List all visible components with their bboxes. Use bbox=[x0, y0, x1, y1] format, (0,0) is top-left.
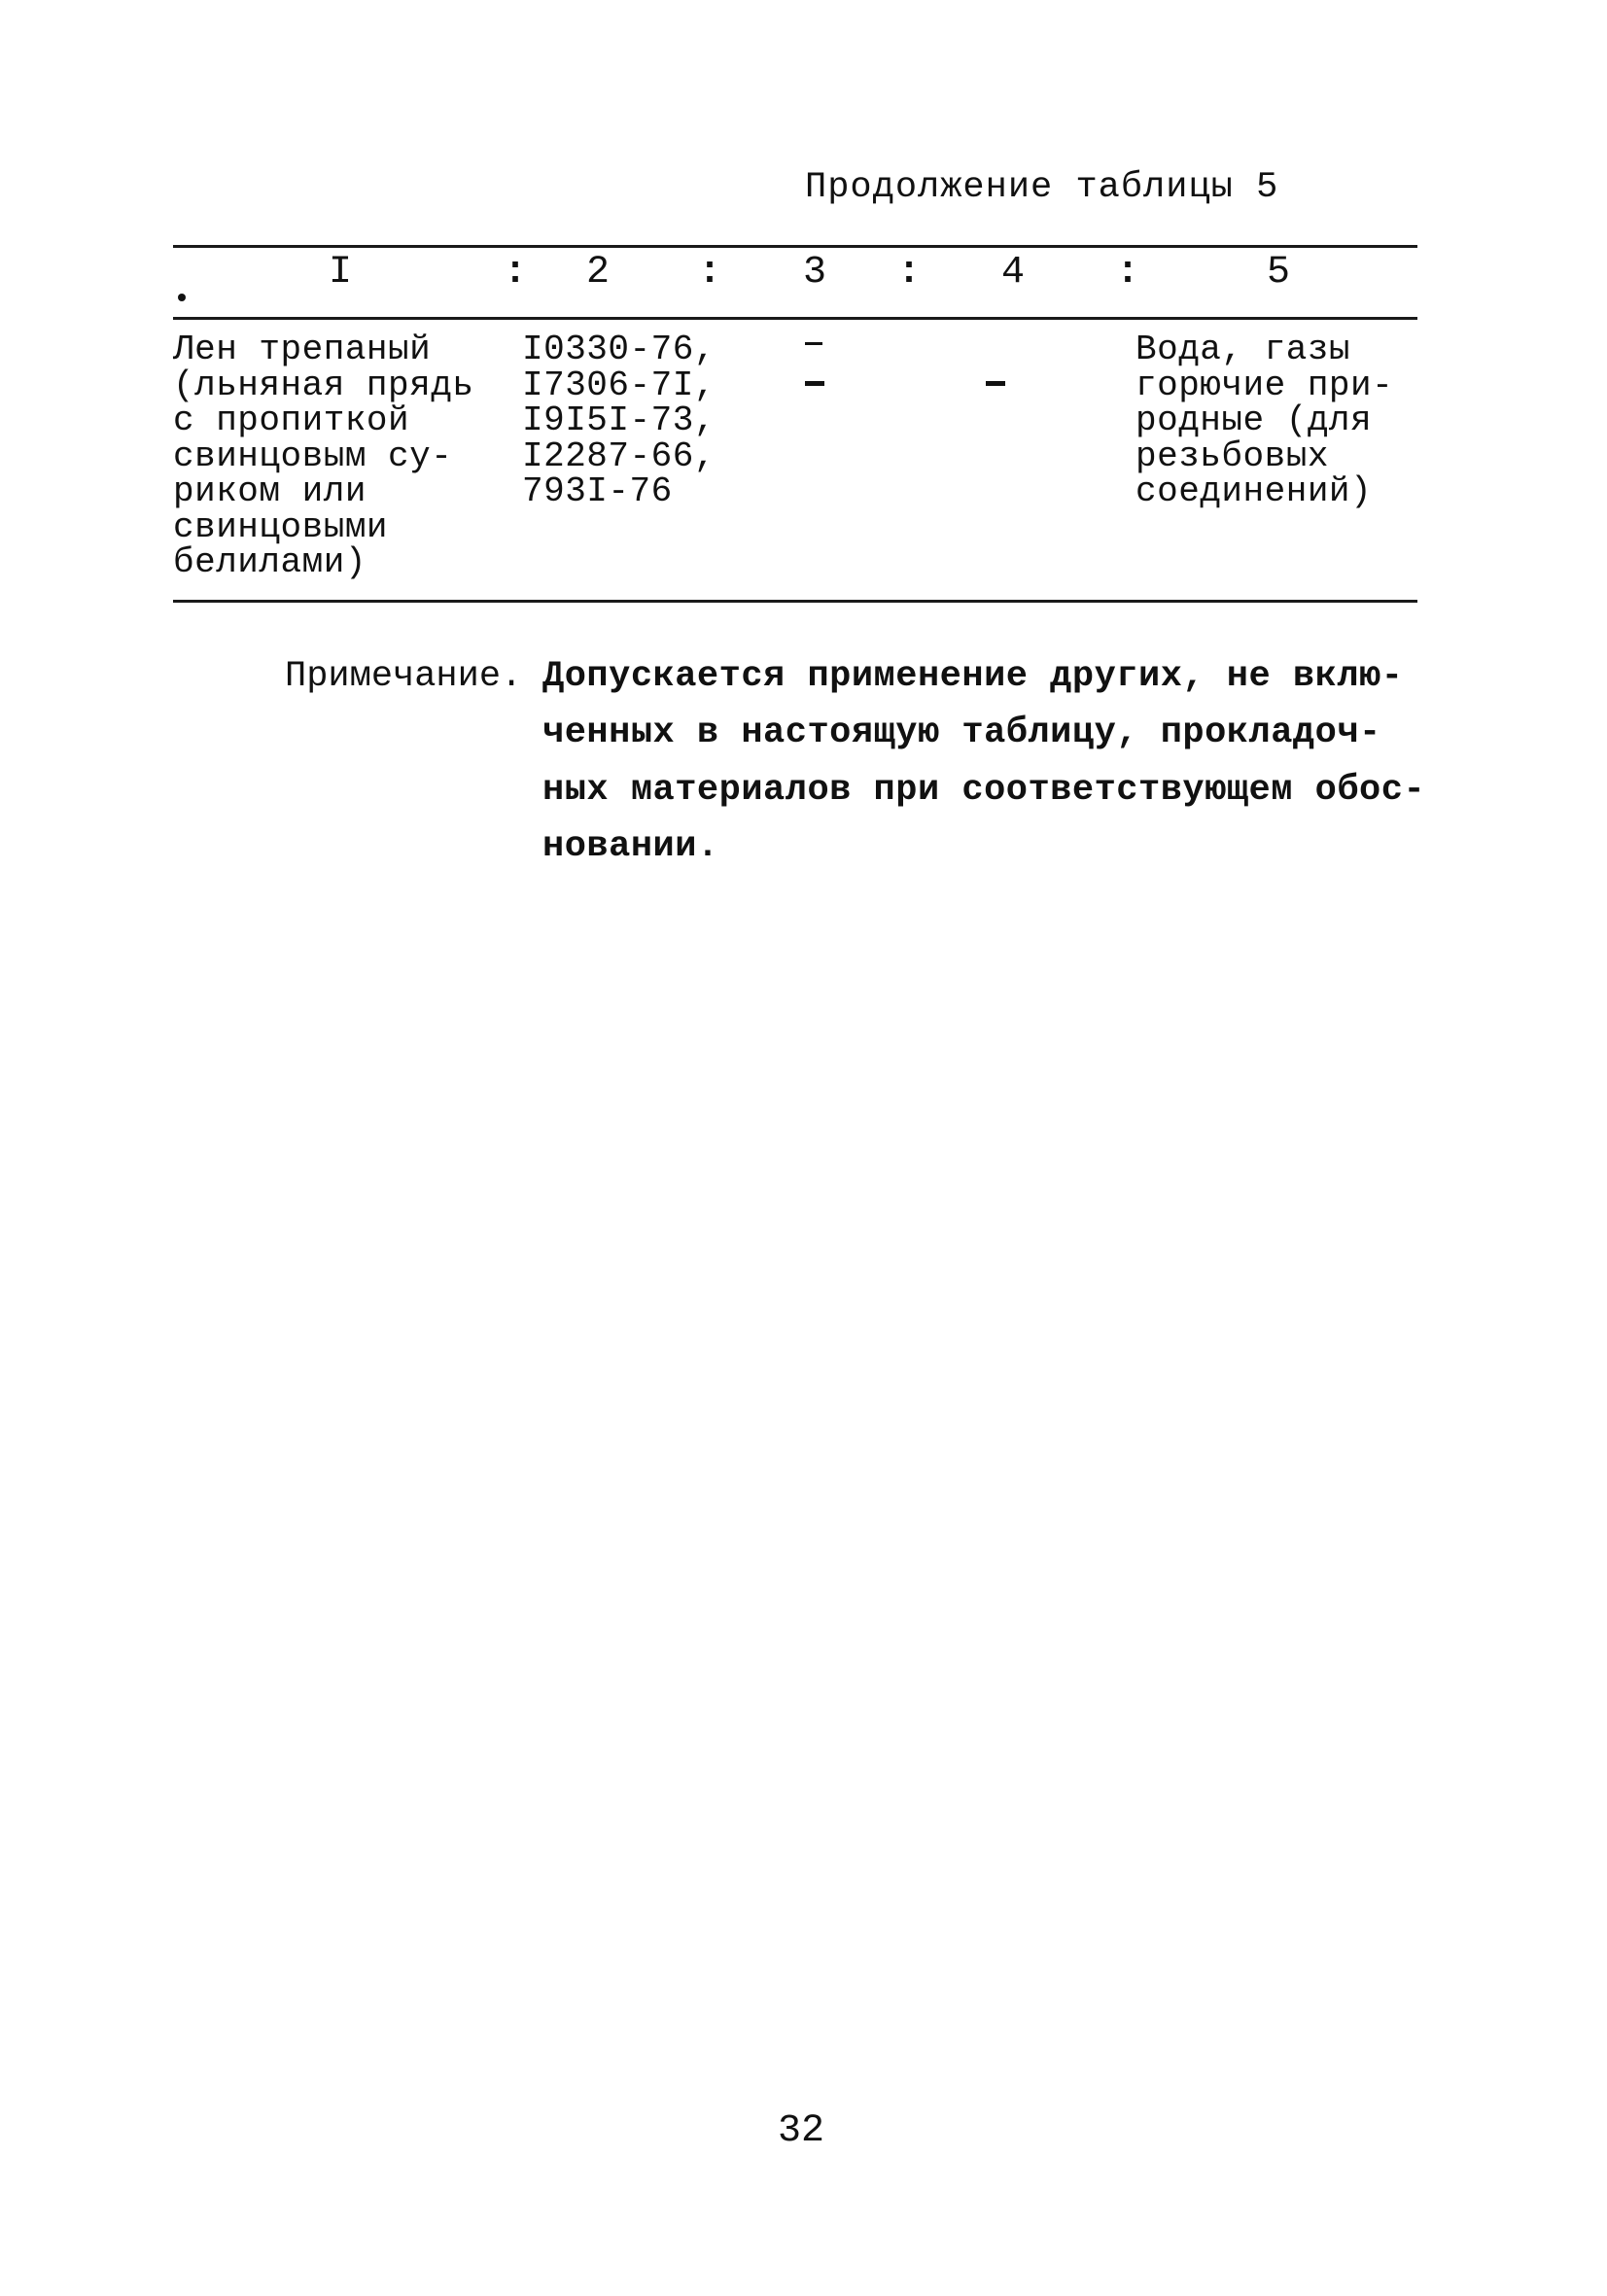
column-header-5: 5 bbox=[1267, 251, 1291, 295]
cell-line: свинцовым су- bbox=[173, 435, 453, 476]
column-separator: : bbox=[1116, 251, 1140, 295]
cell-col4-empty bbox=[986, 381, 1007, 387]
column-header-2: 2 bbox=[586, 251, 611, 295]
dash-mark bbox=[805, 342, 822, 345]
cell-line: 793I-76 bbox=[522, 471, 673, 511]
cell-line: I0330-76, bbox=[522, 330, 716, 369]
cell-line: риком или bbox=[173, 471, 367, 511]
note-line: новании. bbox=[542, 826, 719, 867]
cell-line: соединений) bbox=[1135, 471, 1373, 511]
dash-mark bbox=[805, 381, 824, 386]
table-bottom-rule bbox=[173, 600, 1417, 603]
cell-line: с пропиткой bbox=[173, 400, 410, 440]
column-separator: : bbox=[504, 251, 528, 295]
note-label: Примечание. bbox=[285, 656, 523, 697]
note-line: ных материалов при соответствующем обос- bbox=[542, 770, 1426, 811]
column-header-3: 3 bbox=[803, 251, 827, 295]
column-header-1: I bbox=[329, 251, 353, 295]
dash-mark bbox=[986, 381, 1005, 386]
cell-line: I7306-7I, bbox=[522, 365, 716, 405]
note-line: Допускается применение других, не вклю- bbox=[542, 656, 1404, 697]
cell-line: резьбовых bbox=[1135, 435, 1329, 476]
cell-application bbox=[1135, 332, 1393, 510]
column-header-4: 4 bbox=[1001, 251, 1026, 295]
cell-line: белилами) bbox=[173, 542, 367, 582]
cell-line: свинцовыми bbox=[173, 506, 389, 547]
cell-line: горючие при- bbox=[1135, 365, 1394, 405]
table-caption: Продолжение таблицы 5 bbox=[805, 167, 1279, 208]
note-line: ченных в настоящую таблицу, прокладоч- bbox=[542, 713, 1381, 753]
cell-line: Вода, газы bbox=[1135, 330, 1351, 369]
cell-line: родные (для bbox=[1135, 400, 1373, 440]
column-separator: : bbox=[897, 251, 922, 295]
cell-material bbox=[173, 332, 473, 581]
cell-line: I2287-66, bbox=[522, 435, 716, 476]
table-top-rule bbox=[173, 245, 1417, 248]
cell-col3-empty bbox=[805, 342, 826, 381]
cell-line: I9I5I-73, bbox=[522, 400, 716, 440]
header-dot-mark bbox=[178, 294, 186, 301]
column-separator: : bbox=[698, 251, 722, 295]
cell-line: Лен трепаный bbox=[173, 330, 432, 369]
cell-standards bbox=[522, 332, 716, 510]
page-number: 32 bbox=[778, 2109, 825, 2153]
table-header-rule bbox=[173, 317, 1417, 320]
cell-line: (льняная прядь bbox=[173, 365, 474, 405]
